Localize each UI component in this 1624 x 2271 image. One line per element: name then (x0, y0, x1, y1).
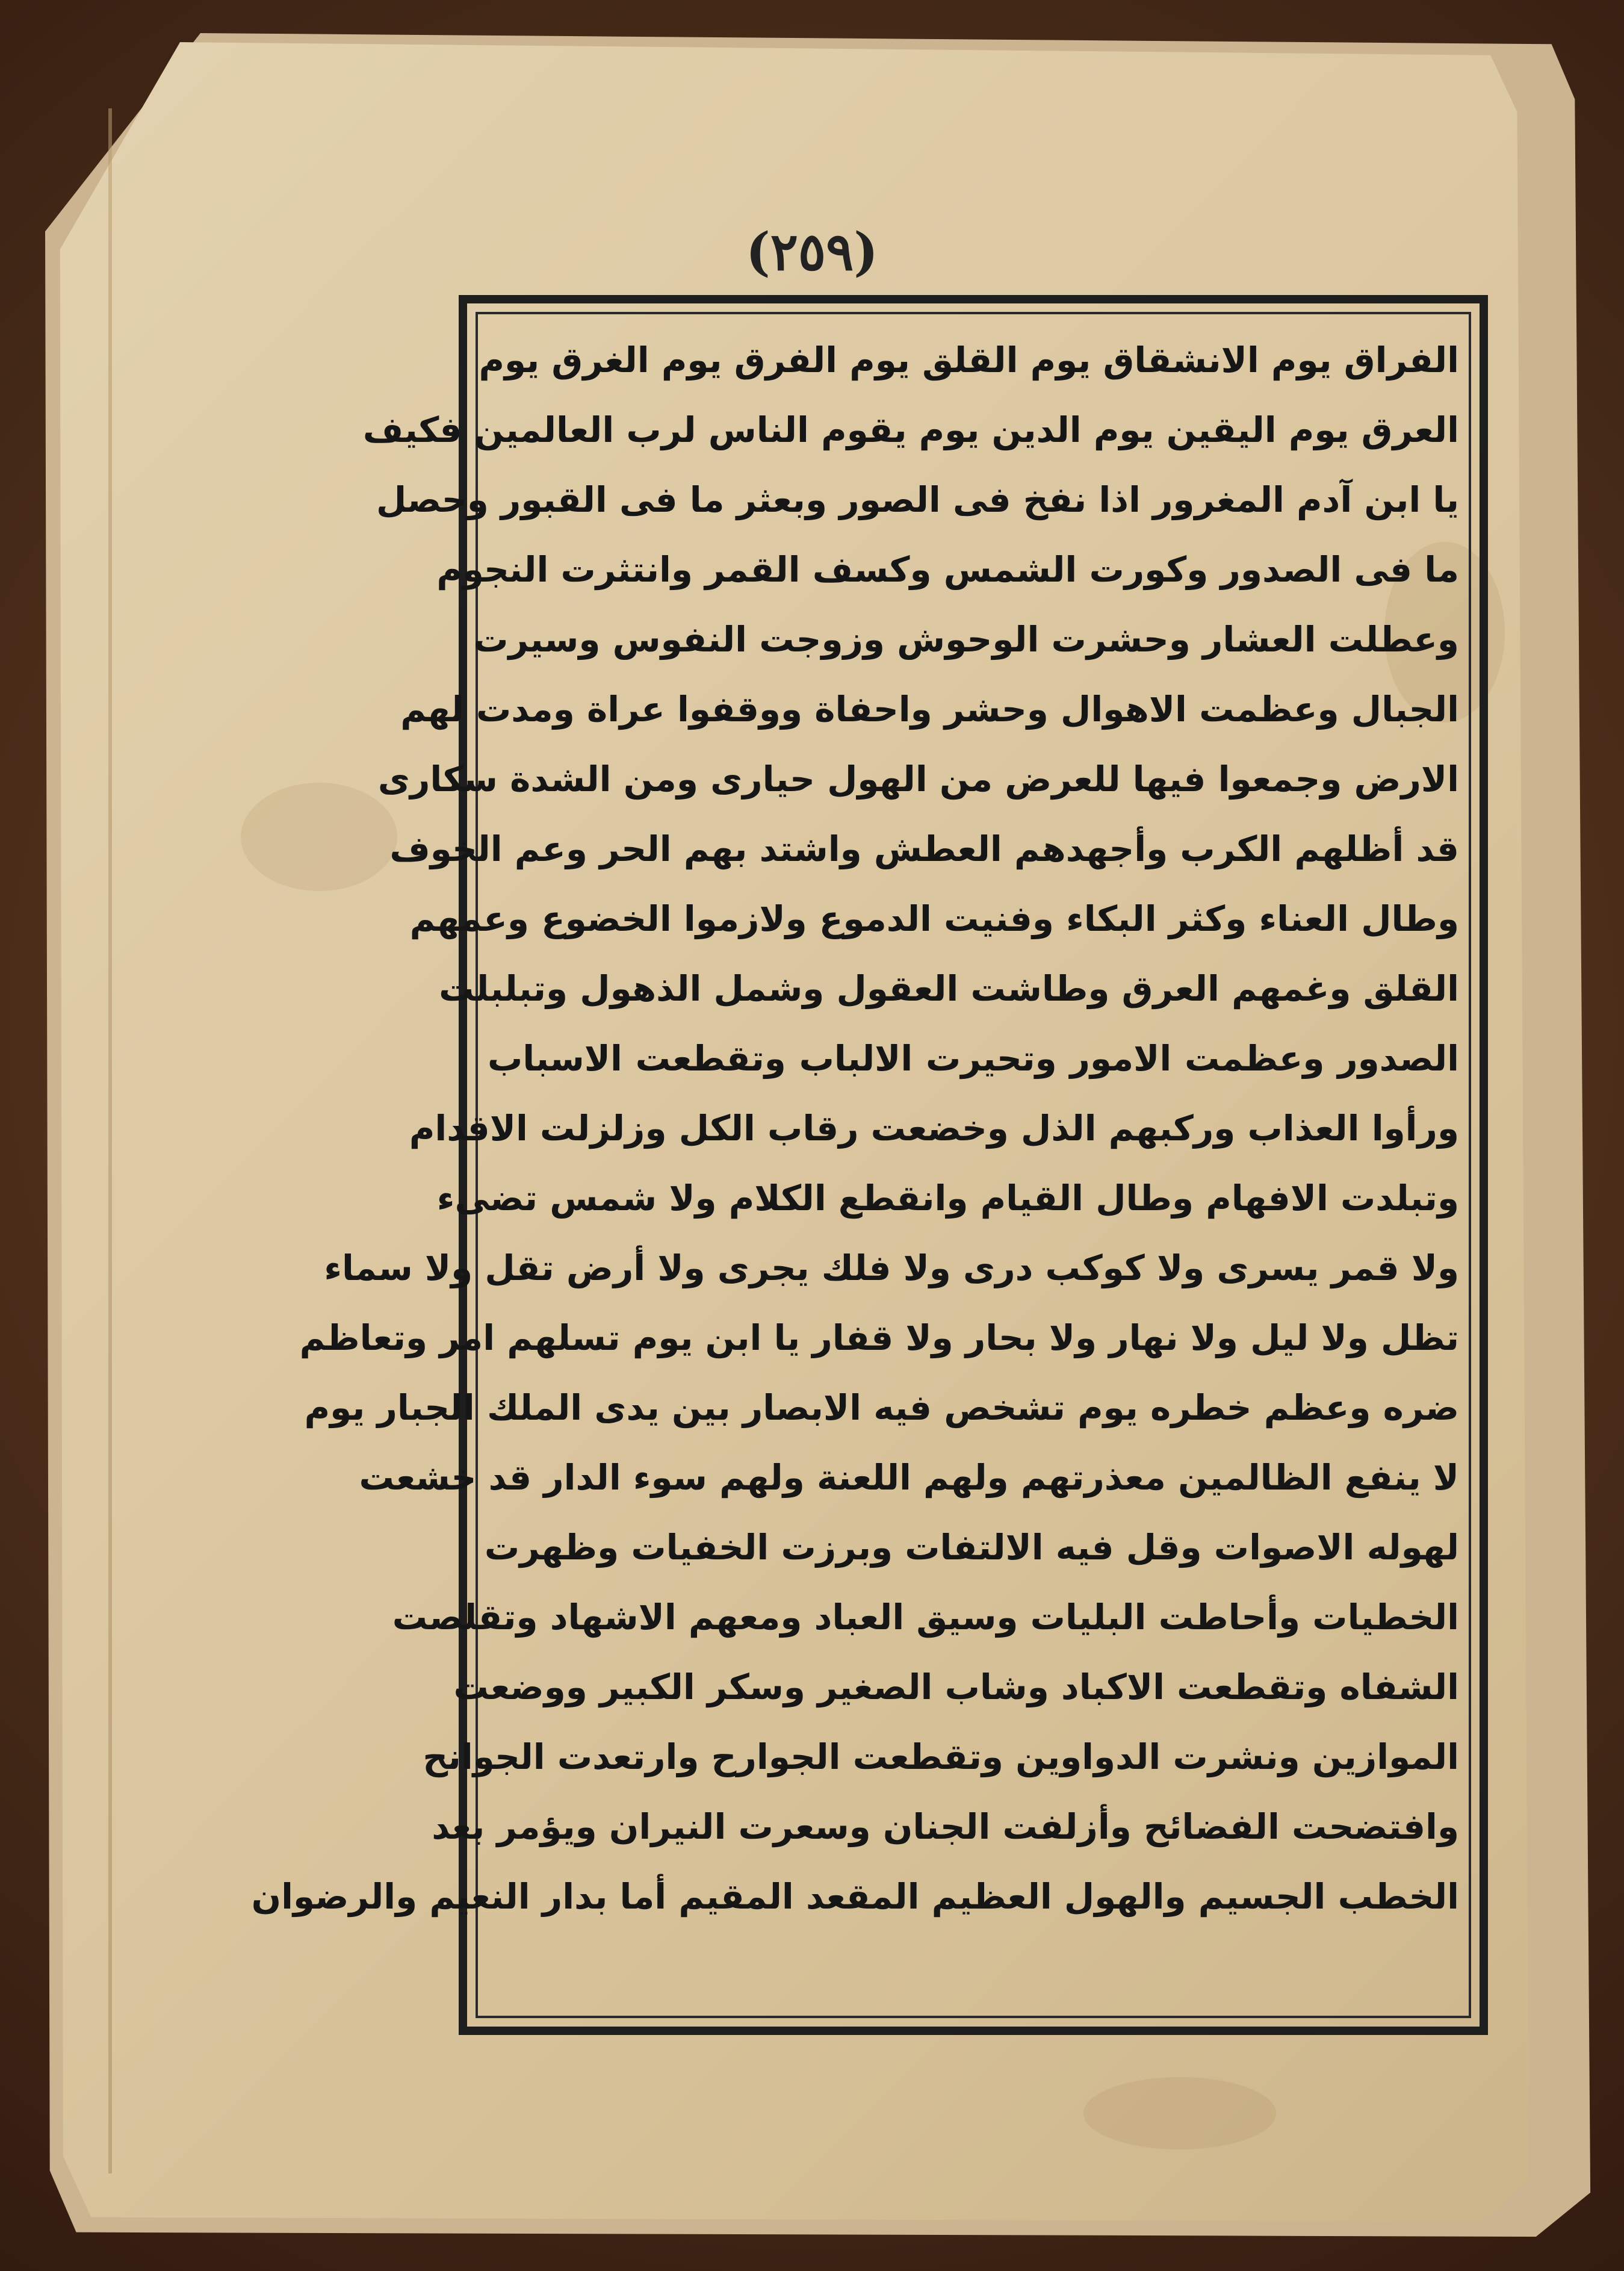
page-fold-edge (108, 108, 112, 2173)
text-line: ما فى الصدور وكورت الشمس وكسف القمر وانتثرت النجوم (436, 549, 1459, 590)
text-line: وتبلدت الافهام وطال القيام وانقطع الكلام ولا شمس تضىء (436, 1178, 1459, 1219)
text-line: وطال العناء وكثر البكاء وفنيت الدموع ولازموا الخضوع وعمهم (409, 898, 1459, 939)
page-number: (٢٥٩) (746, 222, 878, 282)
text-line: قد أظلهم الكرب وأجهدهم العطش واشتد بهم الحر وعم الخوف (389, 828, 1459, 869)
text-line: الخطب الجسيم والهول العظيم المقعد المقيم أما بدار النعيم والرضوان (251, 1876, 1459, 1917)
text-line: لهوله الاصوات وقل فيه الالتفات وبرزت الخفيات وظهرت (484, 1527, 1459, 1568)
text-line: الموازين ونشرت الدواوين وتقطعت الجوارح وارتعدت الجوانح (423, 1736, 1459, 1777)
text-line: الخطيات وأحاطت البليات وسيق العباد ومعهم الاشهاد وتقلصت (392, 1597, 1459, 1638)
text-line: تظل ولا ليل ولا نهار ولا بحار ولا قفار يا ابن يوم تسلهم امر وتعاظم (299, 1317, 1459, 1358)
text-line: وعطلت العشار وحشرت الوحوش وزوجت النفوس وسيرت (473, 619, 1459, 660)
text-line: الارض وجمعوا فيها للعرض من الهول حيارى ومن الشدة سكارى (377, 759, 1459, 800)
paper-stain (1083, 2077, 1276, 2149)
text-line: الجبال وعظمت الاهوال وحشر واحفاة ووقفوا عراة ومدت لهم (400, 689, 1459, 730)
paper-stain (241, 783, 397, 891)
text-line: الفراق يوم الانشقاق يوم القلق يوم الفرق يوم الغرق يوم (479, 340, 1459, 381)
text-line: القلق وغمهم العرق وطاشت العقول وشمل الذهول وتبلبلت (439, 968, 1459, 1009)
text-line: ضره وعظم خطره يوم تشخص فيه الابصار بين يدى الملك الجبار يوم (304, 1387, 1459, 1428)
text-line: الشفاه وتقطعت الاكباد وشاب الصغير وسكر الكبير ووضعت (453, 1667, 1459, 1707)
text-line: يا ابن آدم المغرور اذا نفخ فى الصور وبعثر ما فى القبور وحصل (376, 479, 1459, 520)
text-block (251, 325, 1459, 2005)
text-line: الصدور وعظمت الامور وتحيرت الالباب وتقطعت الاسباب (488, 1038, 1459, 1079)
text-line: لا ينفع الظالمين معذرتهم ولهم اللعنة ولهم سوء الدار قد خشعت (359, 1457, 1459, 1498)
text-line: وافتضحت الفضائح وأزلفت الجنان وسعرت النيران ويؤمر بعد (432, 1806, 1459, 1847)
text-line: العرق يوم اليقين يوم الدين يوم يقوم الناس لرب العالمين فكيف (362, 409, 1459, 450)
text-line: ورأوا العذاب وركبهم الذل وخضعت رقاب الكل وزلزلت الاقدام (409, 1108, 1459, 1149)
text-line: ولا قمر يسرى ولا كوكب درى ولا فلك يجرى ولا أرض تقل ولا سماء (324, 1247, 1459, 1288)
